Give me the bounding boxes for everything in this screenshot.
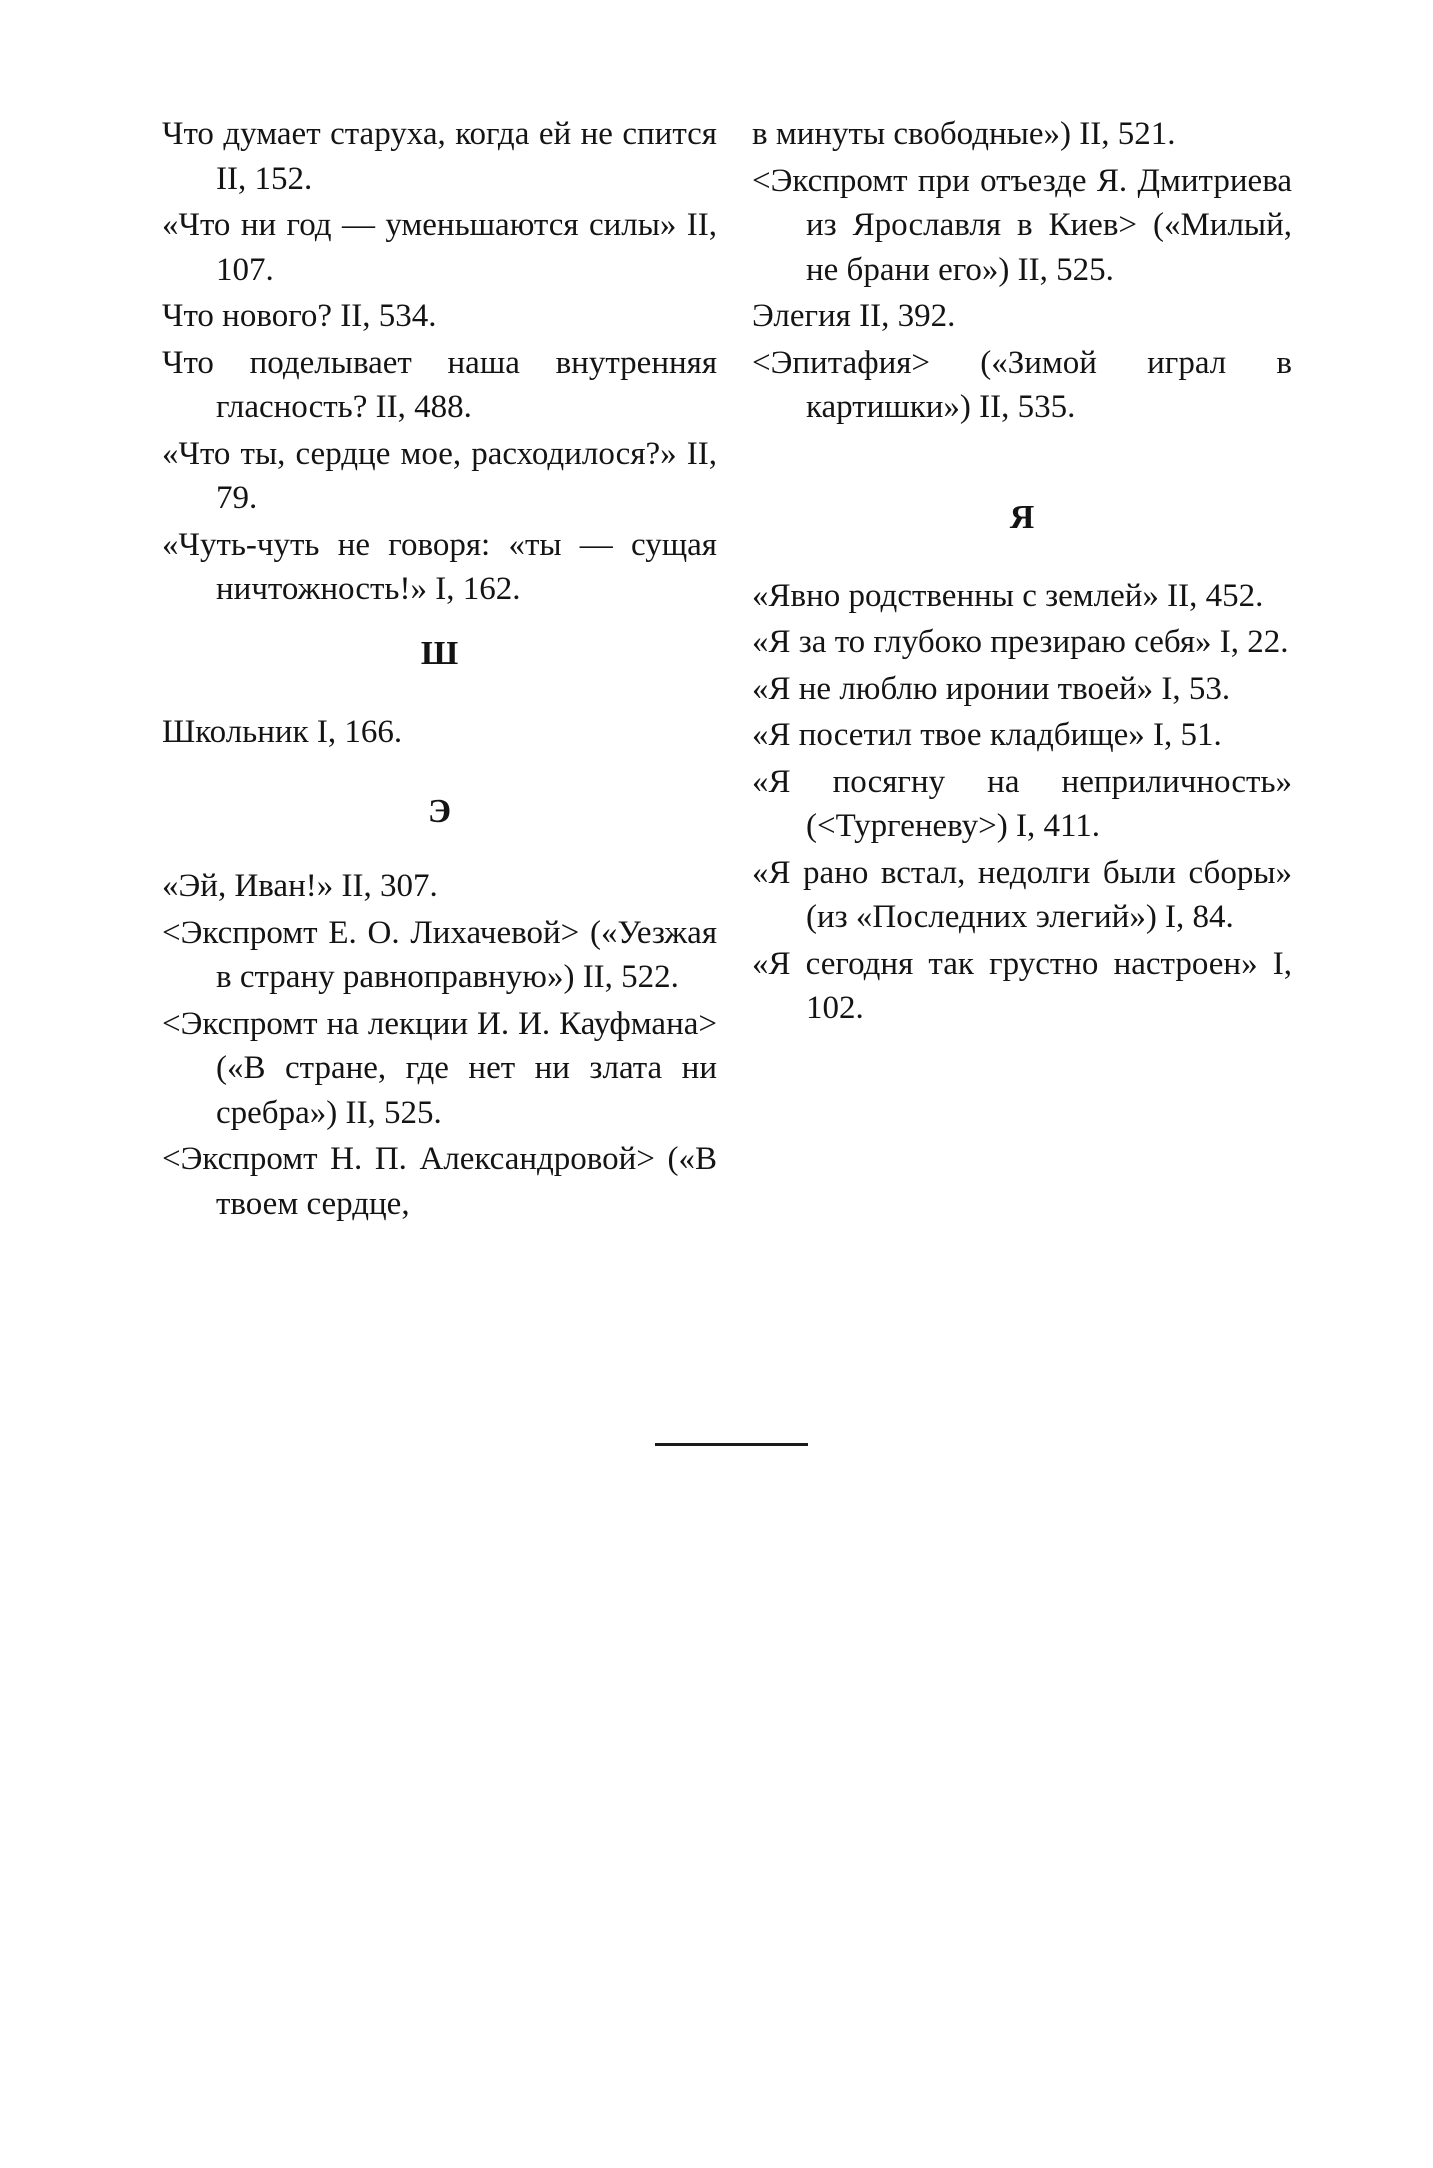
index-entry: «Я посетил твое кладбище» I, 51. [752, 717, 1222, 753]
index-entry: «Чуть-чуть не говоря: «ты — сущая ничтожность!» I, 162. [162, 526, 717, 607]
index-entry: «Я за то глубоко презираю себя» I, 22. [752, 624, 1289, 660]
left-column [162, 112, 717, 1226]
section-heading-sh: Ш [420, 634, 459, 672]
index-entry: «Я не люблю иронии твоей» I, 53. [752, 670, 1231, 707]
index-entry: Элегия II, 392. [752, 298, 956, 334]
index-entry: <Экспромт Е. О. Лихачевой> («Уезжая в страну равноправную») II, 522. [162, 914, 717, 995]
section-heading-e: Э [427, 793, 452, 830]
index-entry: «Что ты, сердце мое, расходилося?» II, 79. [162, 435, 717, 516]
index-entry: <Экспромт на лекции И. И. Кауфмана> («В стране, где нет ни злата ни сребра») II, 525. [162, 1005, 717, 1131]
index-entry: <Экспромт при отъезде Я. Дмитриева из Ярославля в Киев> («Милый, не брани его») II, 525. [752, 162, 1292, 288]
index-entry: Что поделывает наша внутренняя гласность? II, 488. [162, 344, 717, 425]
index-entry: Школьник I, 166. [162, 713, 403, 750]
index-entry: «Явно родственны с землей» II, 452. [752, 577, 1264, 614]
index-entry: «Я сегодня так грустно настроен» I, 102. [752, 945, 1292, 1026]
index-entry: Что нового? II, 534. [162, 298, 437, 334]
index-entry: «Эй, Иван!» II, 307. [162, 868, 438, 904]
index-entry: «Я посягну на неприличность» (<Тургеневу>) I, 411. [752, 763, 1292, 844]
index-entry-continuation: в минуты свободные») II, 521. [752, 116, 1176, 152]
section-heading-ya: Я [1009, 498, 1035, 536]
index-entry: <Экспромт Н. П. Александровой> («В твоем сердце, [162, 1141, 717, 1222]
index-entry: «Я рано встал, недолги были сборы» (из «Последних элегий») I, 84. [752, 854, 1292, 935]
index-entry: Что думает старуха, когда ей не спится II, 152. [162, 116, 717, 197]
end-rule-divider [655, 1443, 808, 1446]
right-column [752, 112, 1292, 1033]
index-entry: «Что ни год — уменьшаются силы» II, 107. [162, 207, 717, 288]
index-entry: <Эпитафия> («Зимой играл в картишки») II, 535. [752, 344, 1292, 425]
